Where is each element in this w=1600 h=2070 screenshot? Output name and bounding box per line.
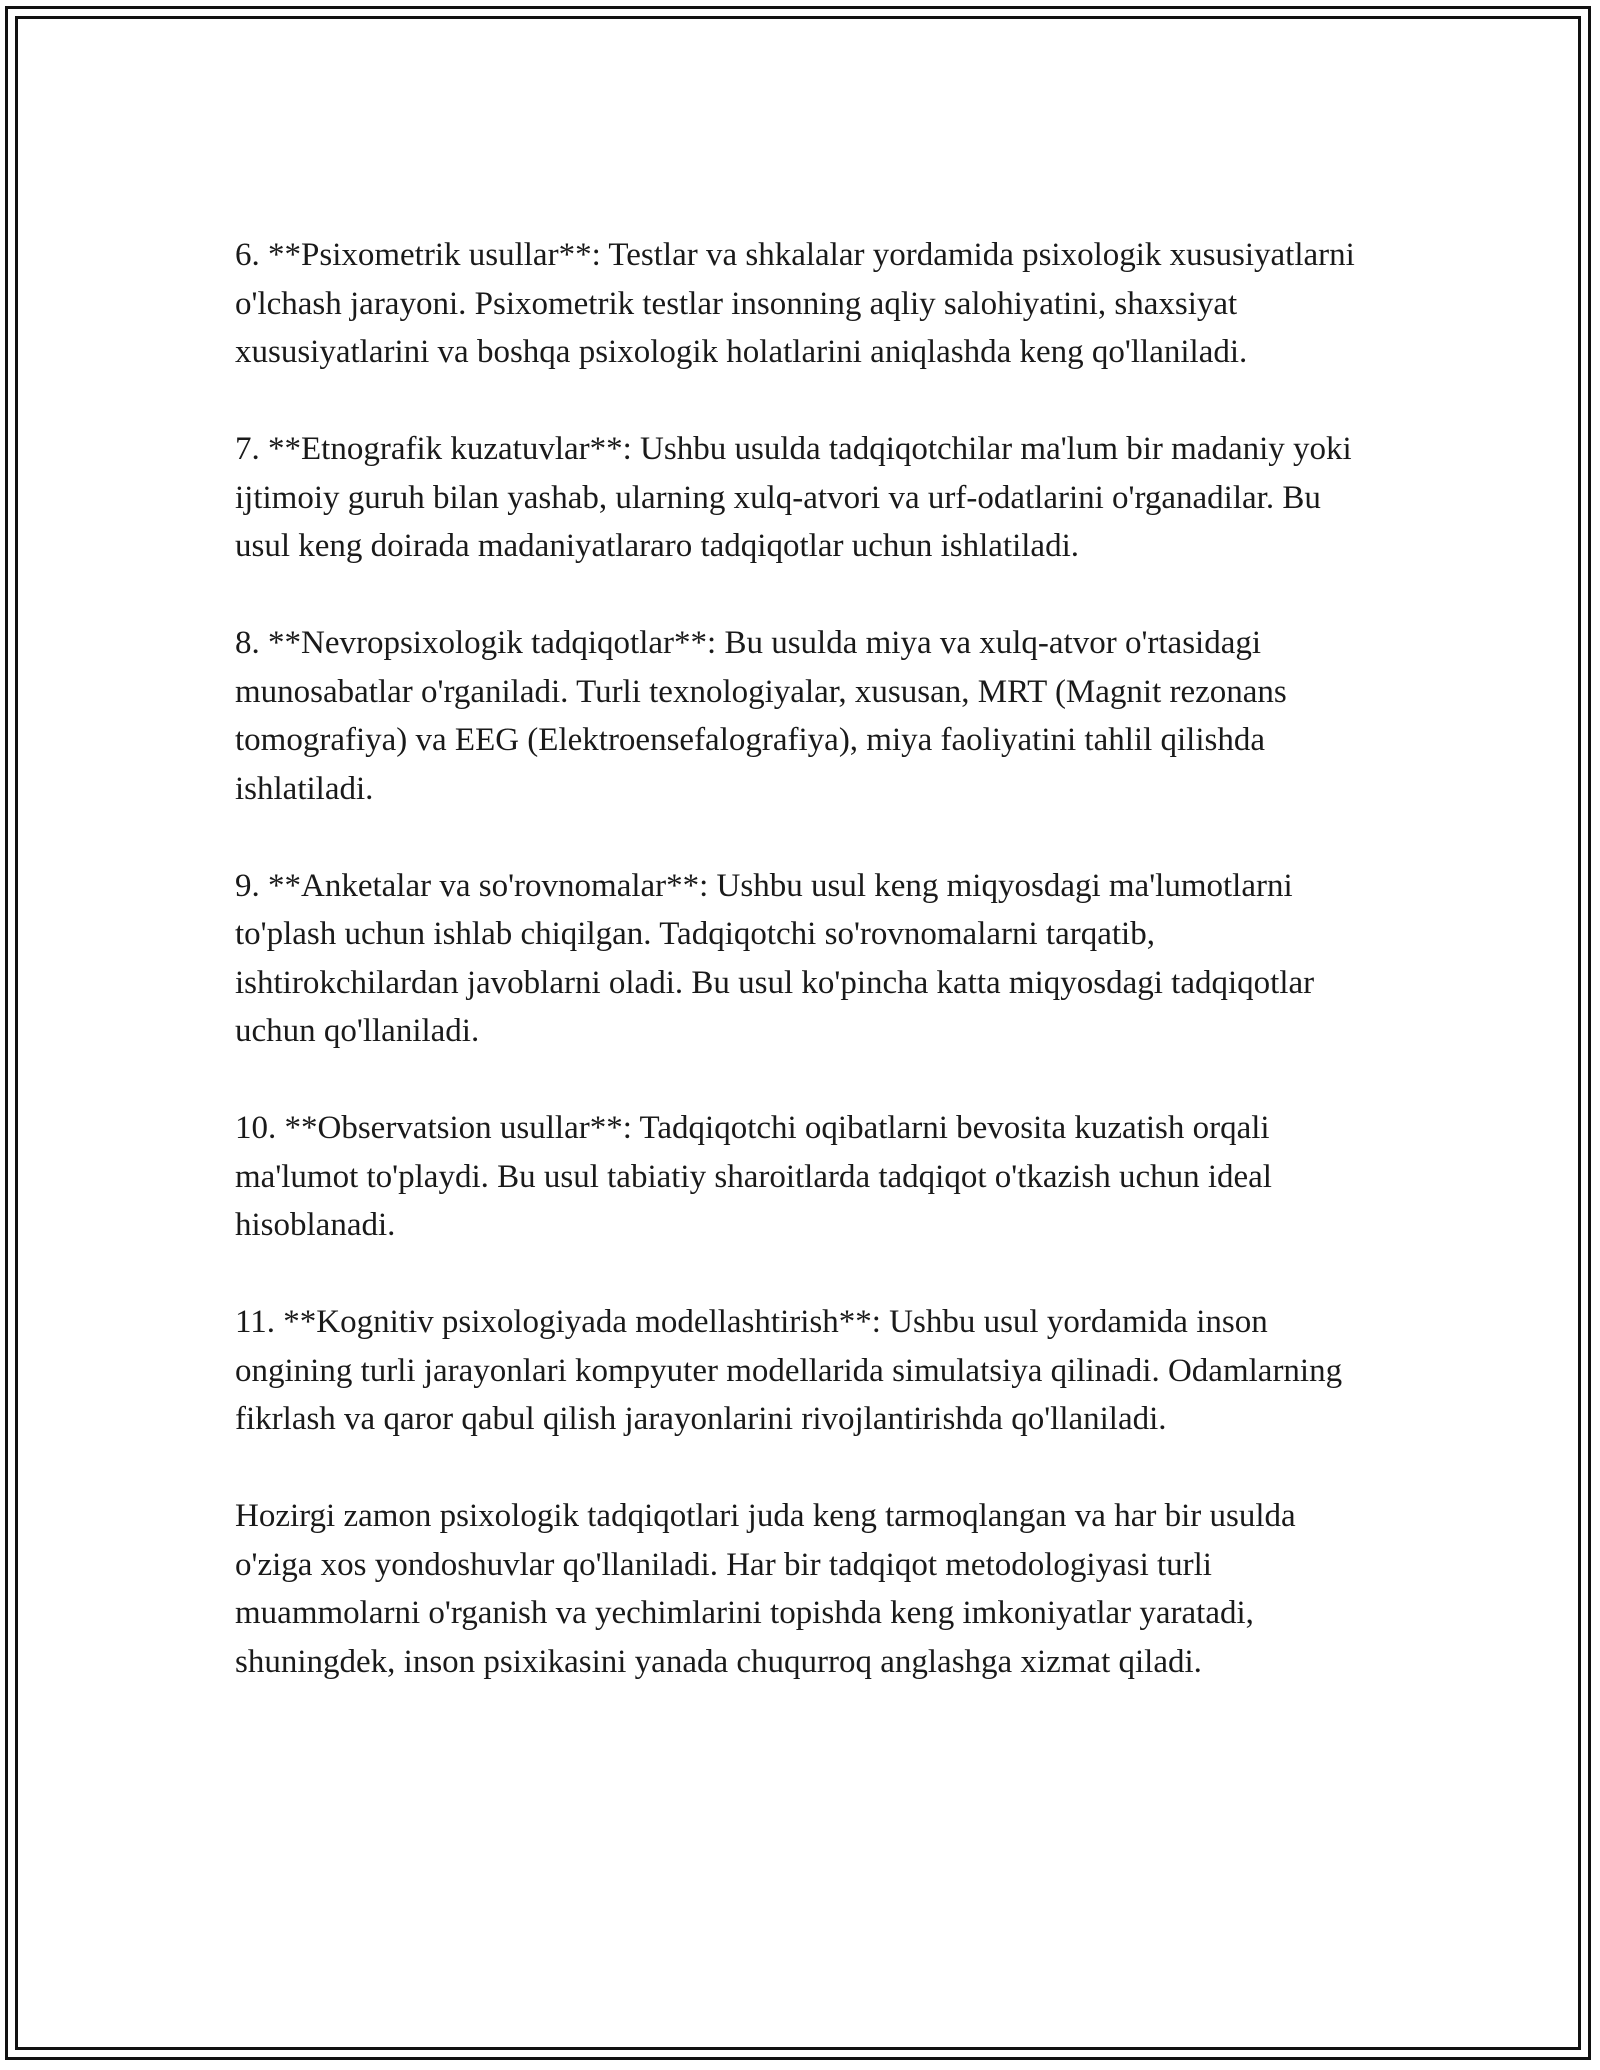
paragraph-anketalar: 9. **Anketalar va so'rovnomalar**: Ushbu usul keng miqyosdagi ma'lumotlarni to'plash uchun ishlab chiqilgan. Tadqiqotchi so'rovnomalarni tarqatib, ishtirokchilardan javoblarni oladi. Bu usul ko'pincha katta miqyosdagi tadqiqotlar uchun qo'llaniladi.	[235, 867, 1315, 1049]
paragraph-observatsion-usullar: 10. **Observatsion usullar**: Tadqiqotchi oqibatlarni bevosita kuzatish orqali ma'lumot to'playdi. Bu usul tabiatiy sharoitlarda tadqiqot o'tkazish uchun ideal hisoblanadi.	[235, 1110, 1272, 1243]
paragraph-kognitiv-modellashtirish: 11. **Kognitiv psixologiyada modellashtirish**: Ushbu usul yordamida inson ongining turli jarayonlari kompyuter modellarida simulatsiya qilinadi. Odamlarning fikrlash va qaror qabul qilish jarayonlarini rivojlantirishda qo'llaniladi.	[235, 1304, 1343, 1437]
paragraph-etnografik-kuzatuvlar: 7. **Etnografik kuzatuvlar**: Ushbu usulda tadqiqotchilar ma'lum bir madaniy yoki ijtimoiy guruh bilan yashab, ularning xulq-atvori va urf-odatlarini o'rganadilar. Bu usul keng doirada madaniyatlararo tadqiqotlar uchun ishlatiladi.	[235, 431, 1352, 564]
paragraph-conclusion: Hozirgi zamon psixologik tadqiqotlari juda keng tarmoqlangan va har bir usulda o'ziga xos yondoshuvlar qo'llaniladi. Har bir tadqiqot metodologiyasi turli muammolarni o'rganish va yechimlarini topishda keng imkoniyatlar yaratadi, shuningdek, inson psixikasini yanada chuqurroq anglashga xizmat qiladi.	[235, 1498, 1296, 1680]
paragraph-psixometrik-usullar: 6. **Psixometrik usullar**: Testlar va shkalalar yordamida psixologik xususiyatlarni o'lchash jarayoni. Psixometrik testlar insonning aqliy salohiyatini, shaxsiyat xususiyatlarini va boshqa psixologik holatlarini aniqlashda keng qo'llaniladi.	[235, 237, 1355, 370]
document-body	[235, 231, 1375, 1735]
paragraph-nevropsixologik-tadqiqotlar: 8. **Nevropsixologik tadqiqotlar**: Bu usulda miya va xulq-atvor o'rtasidagi munosabatlar o'rganiladi. Turli texnologiyalar, xususan, MRT (Magnit rezonans tomografiya) va EEG (Elektroensefalografiya), miya faoliyatini tahlil qilishda ishlatiladi.	[235, 625, 1287, 807]
